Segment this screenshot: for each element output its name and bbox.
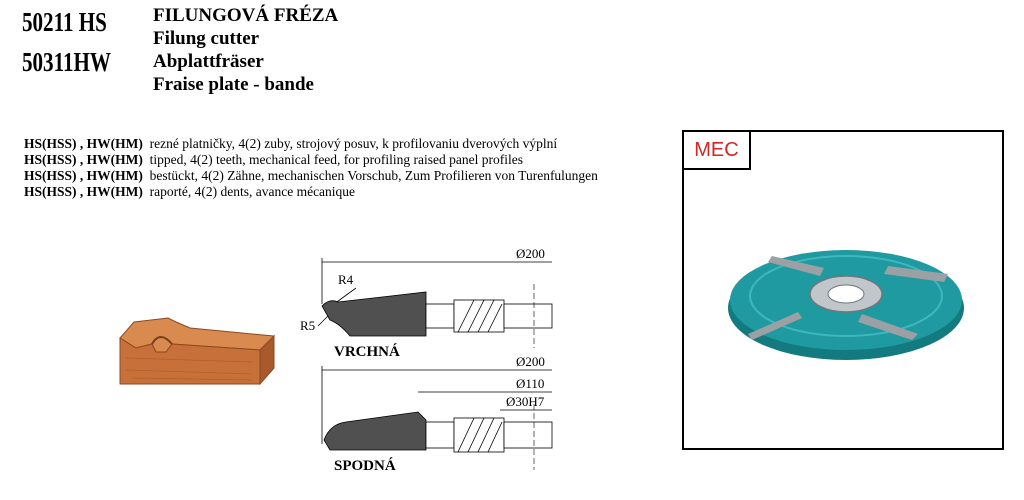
description-text: rezné platničky, 4(2) zuby, strojový posuv, k profilovaniu dverových výplní (149, 136, 558, 151)
product-code-hs: 50211 HS (22, 7, 107, 37)
description-slovak (24, 136, 654, 152)
cutter-profile-top (322, 292, 426, 336)
description-text: tipped, 4(2) teeth, mechanical feed, for profiling raised panel profiles (149, 152, 523, 167)
hatched-section-top (454, 300, 504, 332)
cutter-profile-bottom (324, 412, 426, 450)
description-french (24, 184, 654, 200)
hub-body-bottom (426, 422, 454, 448)
product-photo-frame (682, 130, 1004, 450)
description-english (24, 152, 654, 168)
description-text: raporté, 4(2) dents, avance mécanique (149, 184, 356, 199)
cutter-bore (828, 285, 864, 303)
description-text: bestückt, 4(2) Zähne, mechanischen Vorschub, Zum Profilieren von Turenfulungen (149, 168, 598, 183)
drawing-label-bottom: SPODNÁ (334, 458, 396, 474)
radius-label-r5: R5 (300, 318, 316, 333)
wood-profile-illustration (112, 308, 282, 388)
dim-diameter-110: Ø110 (516, 376, 545, 391)
product-codes (22, 2, 111, 82)
title-english: Filung cutter (153, 28, 260, 49)
title-slovak: FILUNGOVÁ FRÉZA (153, 5, 339, 26)
description-prefix: HS(HSS) , HW(HM) (24, 184, 143, 199)
description-prefix: HS(HSS) , HW(HM) (24, 136, 143, 151)
description-prefix: HS(HSS) , HW(HM) (24, 152, 143, 167)
title-french: Fraise plate - bande (153, 74, 314, 95)
radius-label-r4: R4 (338, 272, 354, 287)
technical-drawings (290, 244, 570, 494)
title-german: Abplattfräser (153, 51, 264, 72)
product-titles (153, 4, 338, 96)
description-block (24, 136, 654, 200)
hatched-section-bottom (454, 418, 504, 452)
dim-bore-30h7: Ø30H7 (506, 394, 545, 409)
bore-top (504, 304, 552, 328)
hub-body-top (426, 304, 454, 328)
bore-bottom (504, 422, 552, 448)
description-german (24, 168, 654, 184)
dim-diameter-top: Ø200 (516, 246, 545, 261)
cutter-photo (712, 222, 980, 372)
brand-label: MEC (684, 132, 751, 170)
drawing-label-top: VRCHNÁ (334, 344, 400, 360)
product-code-hw: 50311HW (22, 47, 111, 77)
description-prefix: HS(HSS) , HW(HM) (24, 168, 143, 183)
dim-diameter-200: Ø200 (516, 354, 545, 369)
